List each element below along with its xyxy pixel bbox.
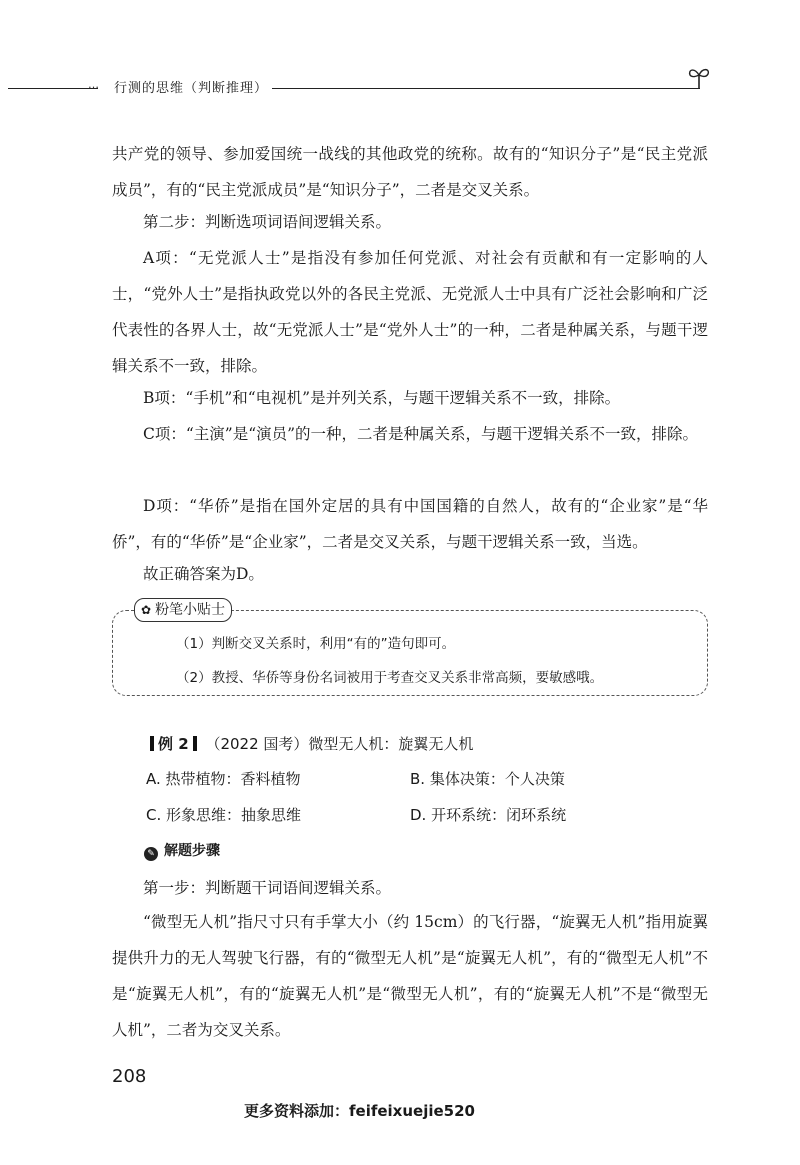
paragraph-option-d: D项：“华侨”是指在国外定居的具有中国国籍的自然人，故有的“企业家”是“华侨”，有的“华侨”是“企业家”，二者是交叉关系，与题干逻辑关系一致，当选。 [112, 497, 708, 551]
option-c: C. 形象思维：抽象思维 [146, 806, 302, 824]
footer-note: 更多资料添加：feifeixuejie520 [244, 1102, 475, 1120]
tips-title-tag [134, 598, 232, 622]
tip-item-1: （1）判断交叉关系时，利用“有的”造句即可。 [176, 636, 456, 652]
solution-step1: 第一步：判断题干词语间逻辑关系。 [143, 879, 392, 897]
solution-heading-text: 解题步骤 [164, 843, 220, 859]
page-header [0, 62, 800, 102]
tip-item-2: （2）教授、华侨等身份名词被用于考查交叉关系非常高频，要敏感哦。 [176, 670, 604, 686]
header-rule-right [272, 88, 700, 89]
running-head-title: 行测的思维（判断推理） [114, 81, 269, 96]
example-label: 例 2 [158, 735, 189, 753]
solution-heading [144, 840, 220, 861]
example-question: （2022 国考）微型无人机：旋翼无人机 [205, 735, 474, 753]
pencil-icon: ✎ [144, 847, 158, 861]
example-bar-left [150, 736, 154, 751]
tips-title: 粉笔小贴士 [155, 602, 226, 618]
paragraph-continuation: 共产党的领导、参加爱国统一战线的其他政党的统称。故有的“知识分子”是“民主党派成员”，有的“民主党派成员”是“知识分子”，二者是交叉关系。 [112, 145, 708, 199]
page-number: 208 [112, 1066, 147, 1087]
option-b: B. 集体决策：个人决策 [410, 770, 565, 788]
paragraph-answer: 故正确答案为D。 [143, 565, 264, 583]
paragraph-option-b: B项：“手机”和“电视机”是并列关系，与题干逻辑关系不一致，排除。 [143, 389, 621, 407]
solution-body: “微型无人机”指尺寸只有手掌大小（约 15cm）的飞行器，“旋翼无人机”指用旋翼提供升力的无人驾驶飞行器，有的“微型无人机”是“旋翼无人机”，有的“微型无人机”不是“旋翼无人机”，有的“旋翼无人机”是“微型无人机”，有的“旋翼无人机”不是“微型无人机”，二者为交叉关系。 [112, 913, 708, 1039]
paragraph-step2: 第二步：判断选项词语间逻辑关系。 [143, 213, 392, 231]
paragraph-option-c: C项：“主演”是“演员”的一种，二者是种属关系，与题干逻辑关系不一致，排除。 [143, 425, 699, 443]
option-d: D. 开环系统：闭环系统 [410, 806, 567, 824]
sprout-icon: ✿ [141, 603, 152, 617]
header-rule-left [8, 88, 98, 89]
sprout-icon [686, 64, 712, 90]
option-a: A. 热带植物：香料植物 [146, 770, 301, 788]
example-heading [146, 733, 473, 754]
example-bar-right [193, 736, 197, 751]
paragraph-option-a: A项：“无党派人士”是指没有参加任何党派、对社会有贡献和有一定影响的人士，“党外人士”是指执政党以外的各民主党派、无党派人士中具有广泛社会影响和广泛代表性的各界人士，故“无党派人士”是“党外人士”的一种，二者是种属关系，与题干逻辑关系不一致，排除。 [112, 249, 708, 375]
header-dots: … [88, 78, 100, 91]
